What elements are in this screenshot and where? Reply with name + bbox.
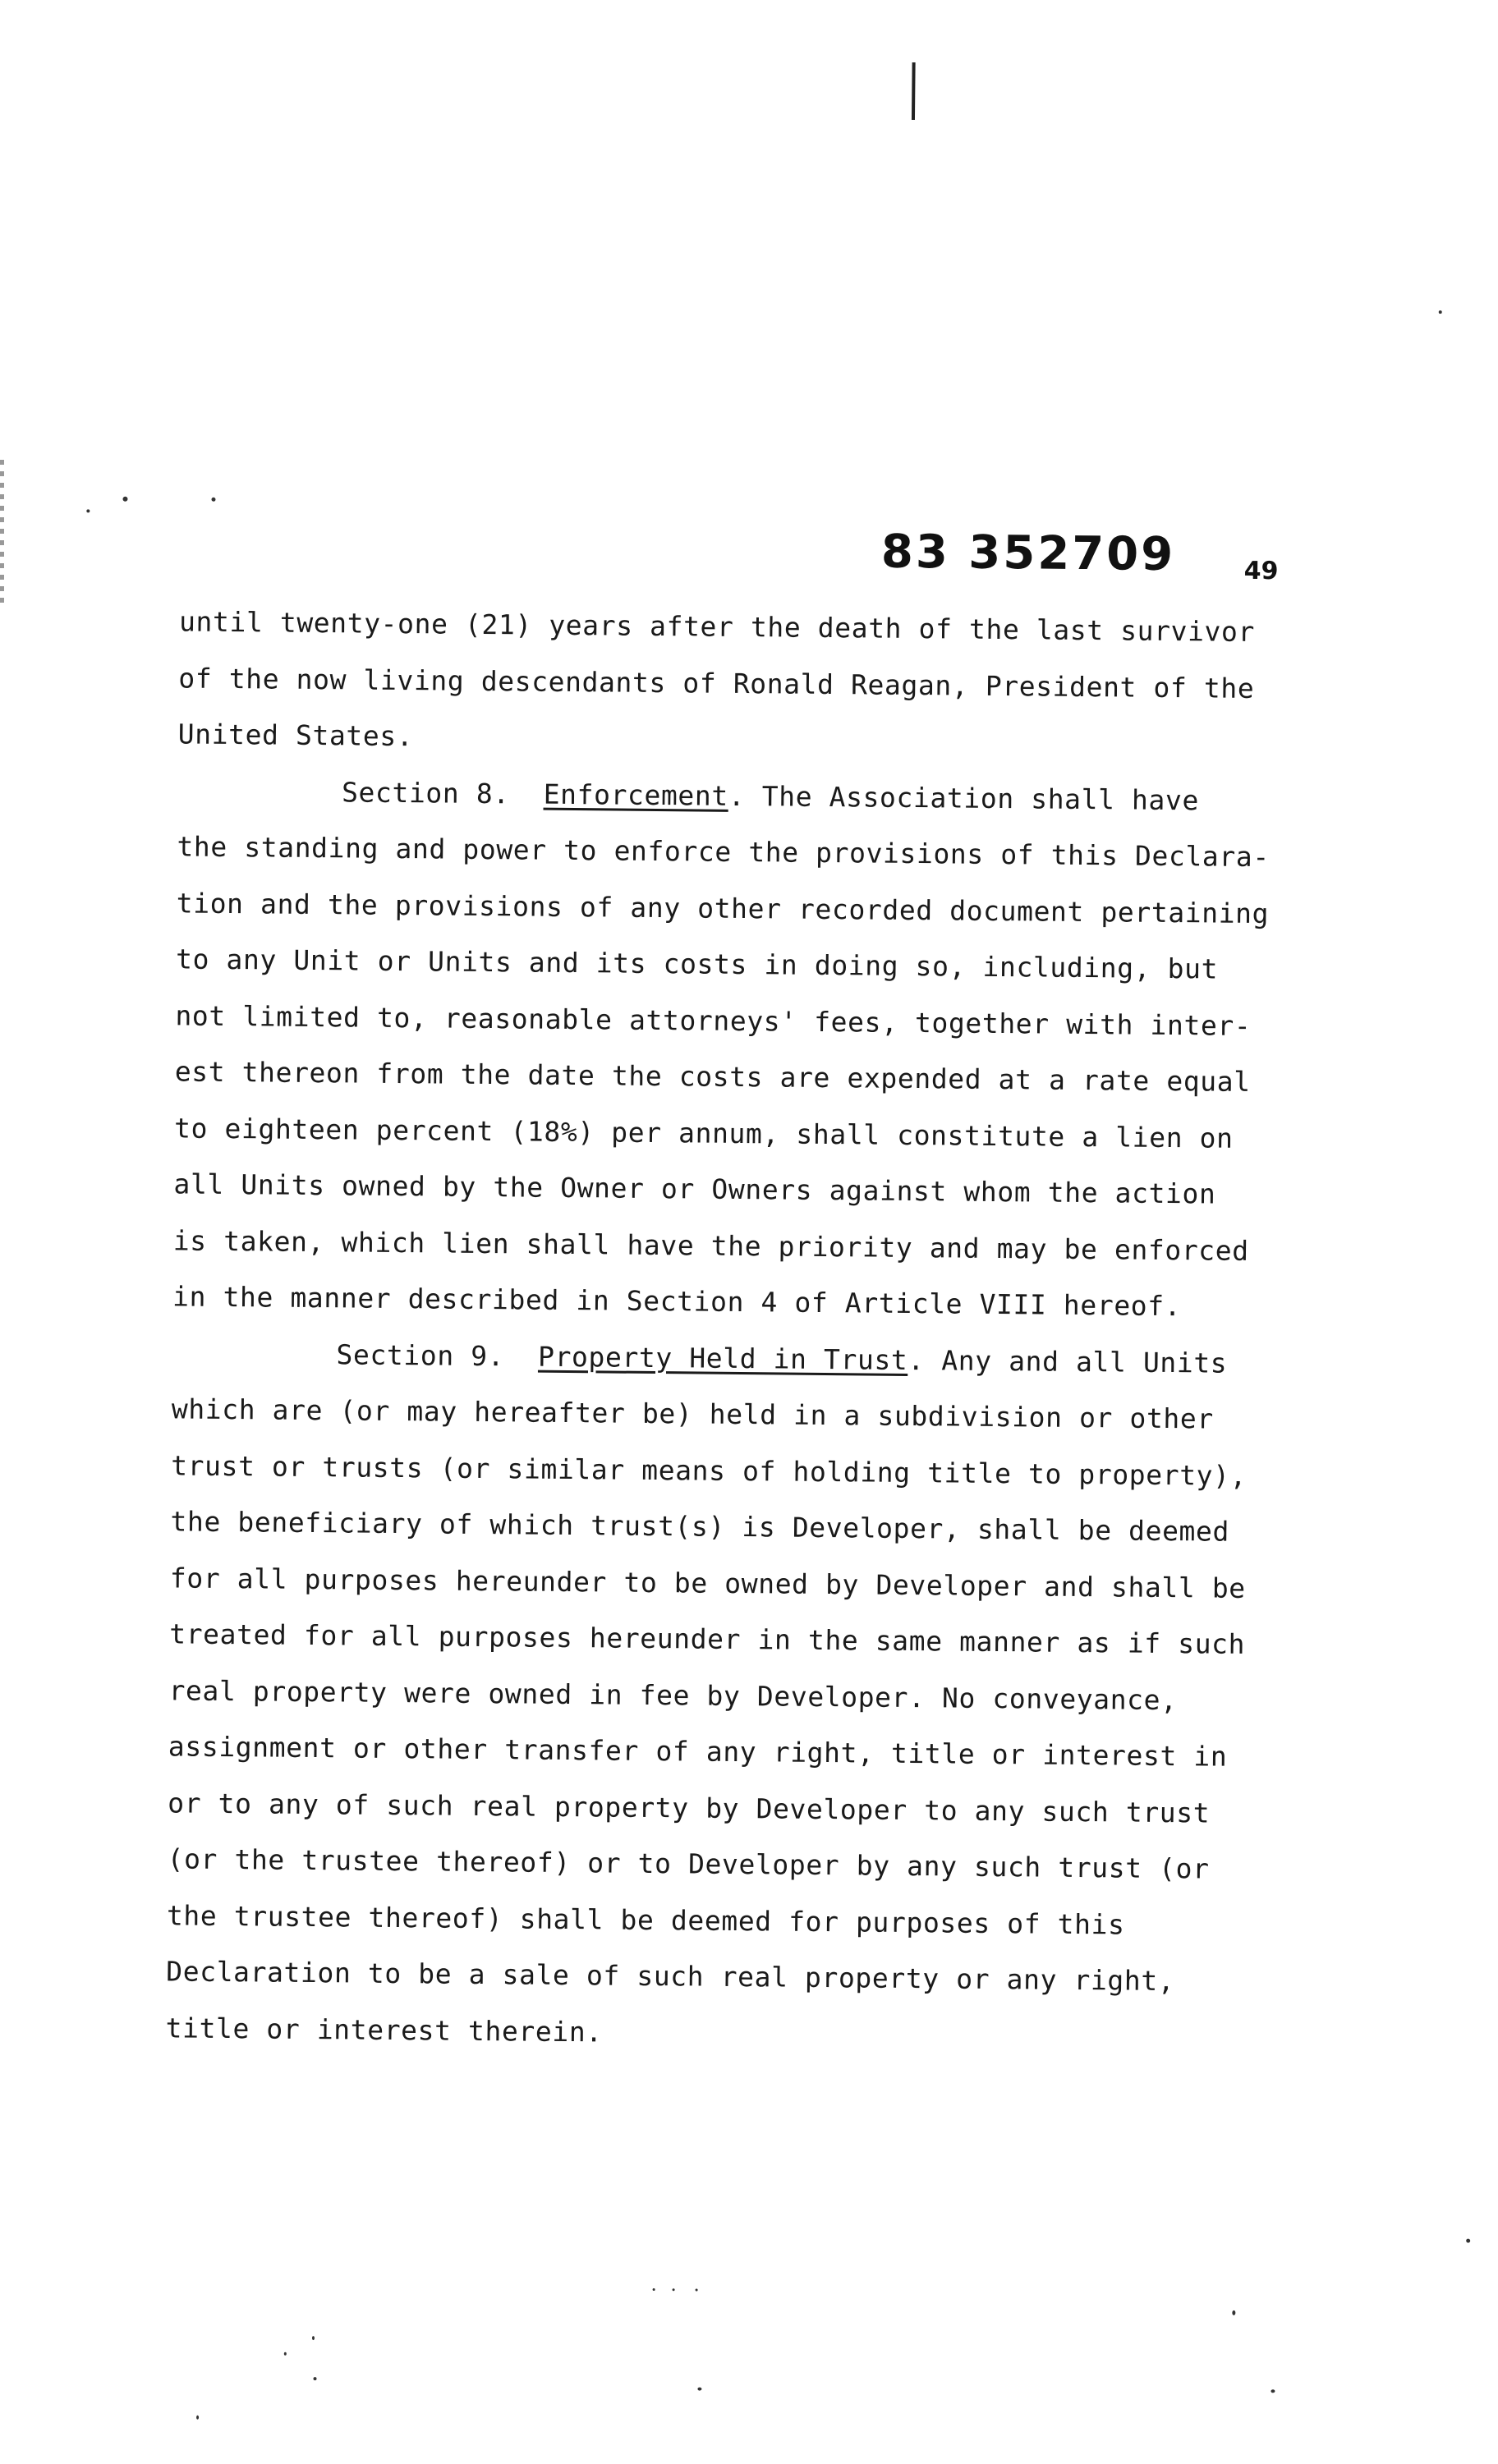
- text-line: real property were owned in fee by Developer. No conveyance,: [168, 1673, 1178, 1716]
- text-line: est thereon from the date the costs are expended at a rate equal: [174, 1055, 1251, 1098]
- scan-speck: [1232, 2310, 1235, 2315]
- scan-speck: [284, 2352, 287, 2356]
- section-8-first-line-rest: . The Association shall have: [728, 779, 1200, 816]
- text-line: which are (or may hereafter be) held in a subdivision or other: [171, 1393, 1214, 1435]
- section-8-label: Section 8.: [341, 775, 510, 810]
- text-line: the trustee thereof) shall be deemed for purposes of this: [166, 1898, 1125, 1941]
- filing-mark: [912, 62, 916, 120]
- document-body: [165, 594, 1386, 2067]
- section-9-first-line-rest: . Any and all Units: [908, 1343, 1228, 1379]
- scan-speck: [86, 509, 90, 512]
- text-line: United States.: [177, 718, 414, 753]
- section-9-heading: Property Held in Trust: [537, 1340, 908, 1376]
- text-line: trust or trusts (or similar means of holding title to property),: [171, 1448, 1248, 1492]
- text-line: to any Unit or Units and its costs in doing so, including, but: [175, 943, 1219, 985]
- text-line: all Units owned by the Owner or Owners against whom the action: [173, 1168, 1216, 1210]
- section-8-heading: Enforcement: [543, 778, 729, 812]
- text-line: the beneficiary of which trust(s) is Developer, shall be deemed: [170, 1505, 1230, 1548]
- scan-speck: [673, 2288, 675, 2291]
- text-line: tion and the provisions of any other recorded document pertaining: [176, 886, 1270, 929]
- section-9-label: Section 9.: [336, 1338, 505, 1372]
- scan-speck: [211, 498, 215, 502]
- text-line: to eighteen percent (18%) per annum, shall constitute a lien on: [173, 1111, 1234, 1154]
- text-line: Declaration to be a sale of such real property or any right,: [166, 1955, 1175, 1998]
- text-line: is taken, which lien shall have the priority and may be enforced: [172, 1223, 1249, 1267]
- scan-speck: [196, 2416, 199, 2420]
- text-line: treated for all purposes hereunder in the same manner as if such: [169, 1617, 1246, 1660]
- text-line: until twenty-one (21) years after the death of the last survivor: [178, 605, 1256, 648]
- text-line: or to any of such real property by Developer to any such trust: [168, 1786, 1211, 1829]
- scan-speck: [122, 497, 127, 502]
- recording-number: 83 352709: [880, 525, 1176, 582]
- text-line: in the manner described in Section 4 of Article VIII hereof.: [172, 1280, 1182, 1323]
- page-number: 49: [1243, 556, 1279, 586]
- text-line: not limited to, reasonable attorneys' fees, together with inter-: [175, 998, 1252, 1042]
- text-line: assignment or other transfer of any right, title or interest in: [168, 1730, 1228, 1773]
- scan-speck: [1466, 2239, 1470, 2243]
- text-line: (or the trustee thereof) or to Developer by any such trust (or: [167, 1842, 1210, 1885]
- text-line: the standing and power to enforce the provisions of this Declara-: [177, 830, 1270, 874]
- text-line: title or interest therein.: [165, 2011, 603, 2048]
- scan-edge-marks: [0, 460, 4, 608]
- scan-speck: [1271, 2389, 1275, 2393]
- text-line: of the now living descendants of Ronald Reagan, President of the: [178, 661, 1255, 704]
- scan-speck: [312, 2336, 315, 2340]
- scan-speck: [653, 2288, 655, 2291]
- text-line: for all purposes hereunder to be owned by Developer and shall be: [169, 1561, 1246, 1604]
- scan-speck: [1439, 310, 1442, 314]
- scan-speck: [697, 2388, 701, 2391]
- scan-speck: [314, 2377, 317, 2380]
- scan-speck: [696, 2289, 698, 2292]
